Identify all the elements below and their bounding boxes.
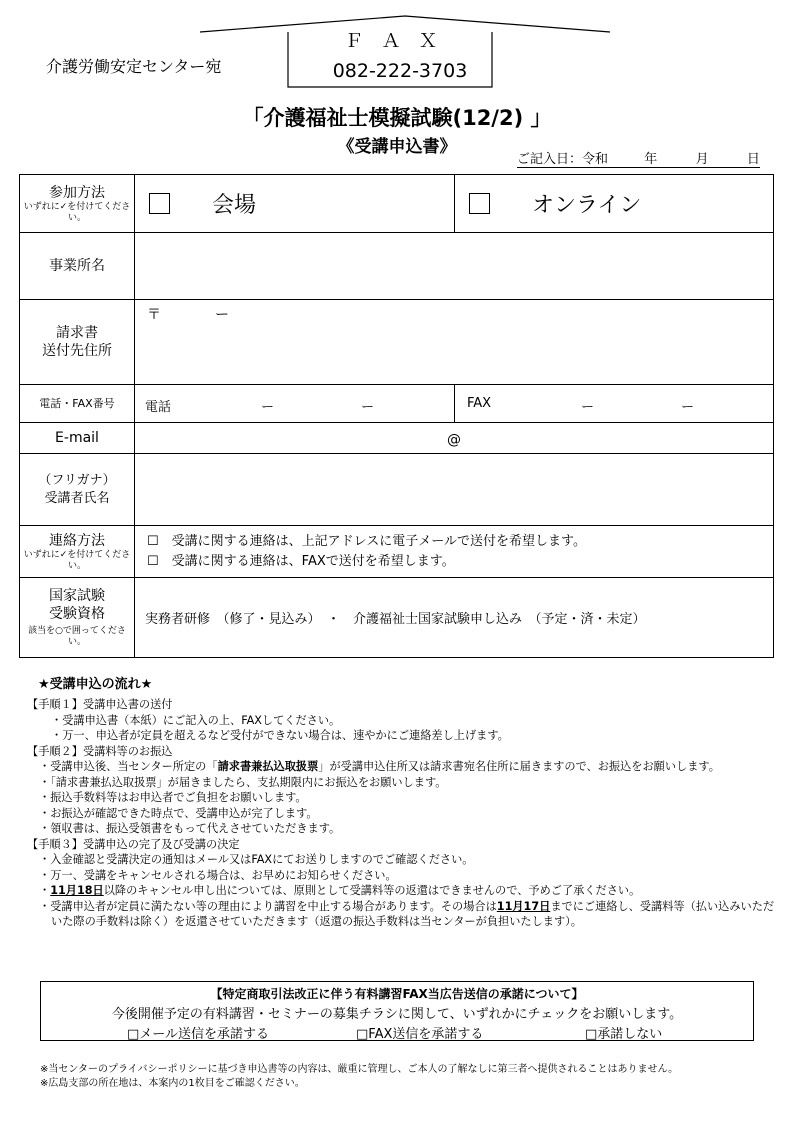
phone-dash-1: ー (261, 400, 275, 415)
step2-item-5: ・領収書は、振込受領書をもって代えさせていただきます。 (39, 822, 341, 835)
step3-item-4 (27, 899, 775, 930)
phone-label: 電話 (145, 400, 172, 415)
email-label: E-mail (20, 423, 135, 454)
contact-email-label: 受講に関する連絡は、上記アドレスに電子メールで送付を希望します。 (171, 533, 586, 549)
venue-checkbox[interactable] (149, 193, 170, 214)
online-checkbox[interactable] (469, 193, 490, 214)
addressee: 介護労働安定センター宛 (46, 57, 222, 76)
step2-item-1-a: ・受講申込後、当センター所定の「 (39, 760, 218, 773)
row-invoice-address (20, 300, 774, 385)
qualification-label-2: 受験資格 (49, 606, 105, 622)
invoice-address-field[interactable] (135, 300, 774, 385)
step3-title: 【手順３】受講申込の完了及び受講の決定 (27, 837, 240, 851)
office-name-label: 事業所名 (20, 233, 135, 300)
date-line (517, 148, 760, 168)
contact-label-cell (20, 526, 135, 578)
fax-dash-2: ー (681, 400, 695, 415)
step3-item-1: ・入金確認と受講決定の通知はメール又はFAXにてお送りしますのでご確認ください。 (39, 853, 474, 866)
page-title: 「介護福祉士模擬試験(12/2) 」 (242, 106, 552, 130)
participation-note: いずれに✓を付けてください。 (23, 201, 131, 223)
phone-dash-2: ー (361, 400, 375, 415)
participation-label: 参加方法 (49, 184, 105, 201)
row-office-name (20, 233, 774, 300)
qualification-value: 実務者研修 （修了・見込み） ・ 介護福祉士国家試験申し込み （予定・済・未定） (145, 612, 646, 627)
footnotes (40, 1063, 678, 1091)
application-form (19, 174, 774, 658)
flow-title: ★受講申込の流れ★ (38, 677, 153, 692)
name-label: 受講者氏名 (44, 490, 110, 506)
fax-consent-notice (40, 981, 754, 1041)
step2-item-3: ・振込手数料等はお申込者でご負担をお願いします。 (39, 791, 307, 804)
page-subtitle: 《受講申込書》 (337, 137, 457, 157)
notice-options (41, 1023, 753, 1041)
row-qualification (20, 578, 774, 658)
row-phone-fax (20, 385, 774, 423)
email-field[interactable] (135, 423, 774, 454)
footnote-privacy: ※当センターのプライバシーポリシーに基づき申込書等の内容は、厳重に管理し、ご本人の了解なしに第三者へ提供されることはありません。 (40, 1064, 679, 1075)
participation-label-cell (20, 175, 135, 233)
invoice-address-label-cell (20, 300, 135, 385)
email-at: @ (447, 431, 461, 448)
consent-email-option[interactable]: □メール送信を承諾する (127, 1027, 270, 1042)
postal-mark: 〒 (147, 307, 161, 323)
date-prefix: ご記入日：令和 (517, 152, 609, 167)
qualification-options[interactable] (135, 578, 774, 658)
cancel-deadline: 11月18日 (50, 884, 104, 897)
invoice-address-label-2: 送付先住所 (42, 343, 112, 359)
step2-item-1 (27, 759, 775, 775)
step2-item-4: ・お振込が確認できた時点で、受講申込が完了します。 (39, 806, 318, 820)
row-contact (20, 526, 774, 578)
contact-email-checkbox[interactable]: ☐ (147, 533, 159, 549)
notice-title: 【特定商取引法改正に伴う有料講習FAX当広告送信の承諾について】 (210, 987, 584, 1001)
contact-email-option[interactable] (147, 532, 773, 552)
row-participation (20, 175, 774, 233)
contact-fax-checkbox[interactable]: ☐ (147, 553, 159, 569)
step2-item-2: ・「請求書兼払込取扱票」が届きましたら、支払期限内にお振込をお願いします。 (39, 775, 447, 789)
contact-options (135, 526, 774, 578)
venue-option-label: 会場 (212, 193, 257, 218)
contact-fax-label: 受講に関する連絡は、FAXで送付を希望します。 (171, 553, 455, 569)
name-furigana-label: （フリガナ） (38, 472, 116, 488)
name-label-cell (20, 454, 135, 526)
step1-item-2: ・万一、申込者が定員を超えるなど受付ができない場合は、速やかにご連絡差し上げます。 (51, 729, 509, 742)
step3-item-3-bullet: ・ (39, 884, 51, 897)
invoice-form-name: 請求書兼払込取扱票 (217, 760, 319, 773)
consent-fax-option[interactable]: □FAX送信を承諾する (356, 1027, 484, 1042)
phone-fax-label: 電話・FAX番号 (20, 385, 135, 423)
contact-label: 連絡方法 (49, 532, 105, 549)
invoice-address-label-1: 請求書 (56, 325, 98, 341)
fax-field-label: FAX (467, 396, 492, 411)
date-month-label: 月 (695, 152, 709, 167)
fax-field[interactable] (455, 385, 774, 423)
online-option-label: オンライン (532, 193, 642, 218)
consent-none-option[interactable]: □承諾しない (585, 1027, 663, 1042)
phone-field[interactable] (135, 385, 455, 423)
step3-item-4-b: までにご連絡し、受講料等（払い込みいただいた際の手数料は除く）を返還させていただきます（返還の振込手数料は当センターが負担いたします）。 (51, 899, 775, 928)
online-option[interactable] (455, 175, 774, 233)
step1-title: 【手順１】受講申込書の送付 (27, 698, 173, 711)
date-day-label: 日 (746, 152, 760, 167)
flow-steps (27, 697, 777, 930)
postal-dash: ー (215, 307, 229, 323)
qualification-note: 該当を○で囲ってください。 (28, 626, 126, 647)
step3-item-2: ・万一、受講をキャンセルされる場合は、お早めにお知らせください。 (39, 868, 397, 882)
notice-body: 今後開催予定の有料講習・セミナーの募集チラシに関して、いずれかにチェックをお願いします。 (111, 1007, 683, 1022)
fax-dash-1: ー (581, 400, 595, 415)
step3-item-3-text: 以降のキャンセル申し出については、原則として受講料等の返還はできませんので、予めご了承ください。 (103, 884, 641, 897)
step3-item-3 (27, 883, 777, 899)
step2-item-1-c: 」が受講申込住所又は請求書宛名住所に届きますので、お振込をお願いします。 (318, 760, 720, 773)
step1-item-1: ・受講申込書（本紙）にご記入の上、FAXしてください。 (51, 713, 341, 727)
venue-option[interactable] (135, 175, 455, 233)
date-year-label: 年 (644, 152, 658, 167)
row-name (20, 454, 774, 526)
qualification-label-1: 国家試験 (49, 588, 105, 604)
footnote-location: ※広島支部の所在地は、本案内の1枚目をご確認ください。 (40, 1078, 305, 1089)
fax-label: ＦＡＸ (344, 30, 456, 52)
office-name-field[interactable] (135, 233, 774, 300)
step2-title: 【手順２】受講料等のお振込 (27, 744, 173, 758)
fax-number: 082-222-3703 (332, 60, 468, 82)
cancellation-notice-date: 11月17日 (496, 899, 551, 913)
contact-note: いずれに✓を付けてください。 (23, 549, 131, 571)
step3-item-4-a: ・受講申込者が定員に満たない等の理由により講習を中止する場合があります。その場合は (39, 899, 497, 913)
row-email (20, 423, 774, 454)
name-field[interactable] (135, 454, 774, 526)
qualification-label-cell (20, 578, 135, 658)
contact-fax-option[interactable] (147, 552, 773, 572)
